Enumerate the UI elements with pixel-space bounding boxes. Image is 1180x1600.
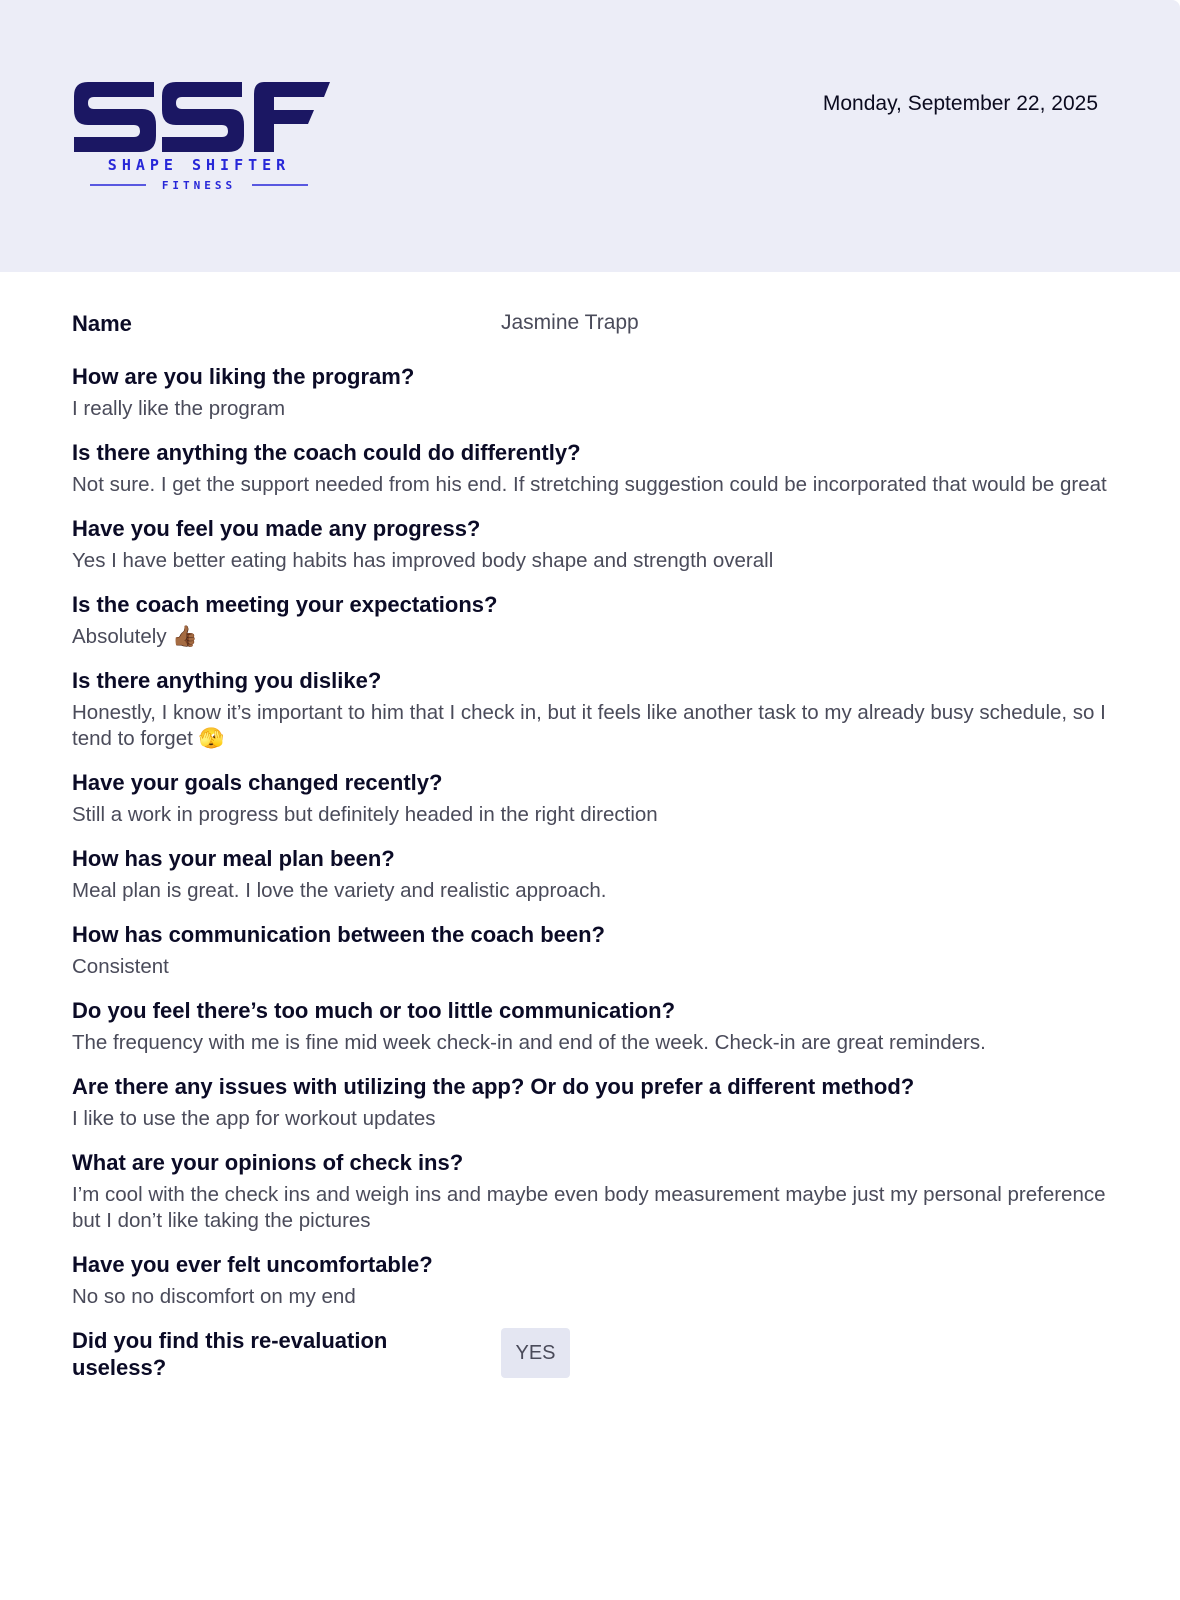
page-header [0,0,1180,272]
answer-text: Still a work in progress but definitely headed in the right direction [72,803,658,826]
logo-letter-s2 [162,82,244,152]
question-block [72,921,1112,980]
answer-text: Consistent [72,955,169,978]
name-value: Jasmine Trapp [501,311,639,334]
final-question-row [72,1327,1112,1387]
name-label: Name [72,311,132,336]
question-text: Is there anything you dislike? [72,668,382,693]
logo-line2: FITNESS [161,179,237,192]
question-block [72,769,1112,828]
question-text: What are your opinions of check ins? [72,1150,464,1175]
question-block [72,997,1112,1056]
answer-text: No so no discomfort on my end [72,1285,356,1308]
answer-text: I really like the program [72,397,286,420]
question-text: Are there any issues with utilizing the app? Or do you prefer a different method? [72,1074,915,1099]
question-block [72,1149,1112,1234]
question-block [72,1251,1112,1310]
answer-text: The frequency with me is fine mid week check-in and end of the week. Check-in are great reminders. [72,1031,986,1054]
question-text: Is the coach meeting your expectations? [72,592,498,617]
question-text: Have you ever felt uncomfortable? [72,1252,433,1277]
answer-text: I’m cool with the check ins and weigh ins and maybe even body measurement maybe just my personal preference but I don’t like taking the pictures [72,1183,1106,1232]
question-text: How are you liking the program? [72,364,415,389]
question-block [72,1073,1112,1132]
question-text: Is there anything the coach could do differently? [72,440,581,465]
evaluation-form [72,305,1112,1387]
question-block [72,439,1112,498]
logo-letter-f [254,82,330,152]
final-question-text: Did you find this re-evaluation useless? [72,1328,388,1380]
name-row [72,305,1112,345]
report-date: Monday, September 22, 2025 [822,92,1098,115]
question-text: Do you feel there’s too much or too little communication? [72,998,676,1023]
question-text: How has communication between the coach been? [72,922,605,947]
question-text: Have you feel you made any progress? [72,516,481,541]
answer-badge: YES [501,1328,570,1378]
question-block [72,845,1112,904]
logo-letter-s1 [74,82,156,152]
question-text: How has your meal plan been? [72,846,395,871]
answer-text: Not sure. I get the support needed from his end. If stretching suggestion could be incorporated that would be great [72,473,1107,496]
answer-text: I like to use the app for workout updates [72,1107,436,1130]
question-block [72,515,1112,574]
question-block [72,667,1112,752]
ssf-logo [74,82,330,192]
logo-line1: SHAPE SHIFTER [107,156,291,174]
answer-text: Honestly, I know it’s important to him that I check in, but it feels like another task to my already busy schedule, so I tend to forget 🫣 [72,701,1106,750]
question-block [72,591,1112,650]
answer-text: Absolutely 👍🏾 [72,625,198,648]
answer-text: Yes I have better eating habits has improved body shape and strength overall [72,549,774,572]
question-text: Have your goals changed recently? [72,770,443,795]
answer-text: Meal plan is great. I love the variety and realistic approach. [72,879,607,902]
question-block [72,363,1112,422]
